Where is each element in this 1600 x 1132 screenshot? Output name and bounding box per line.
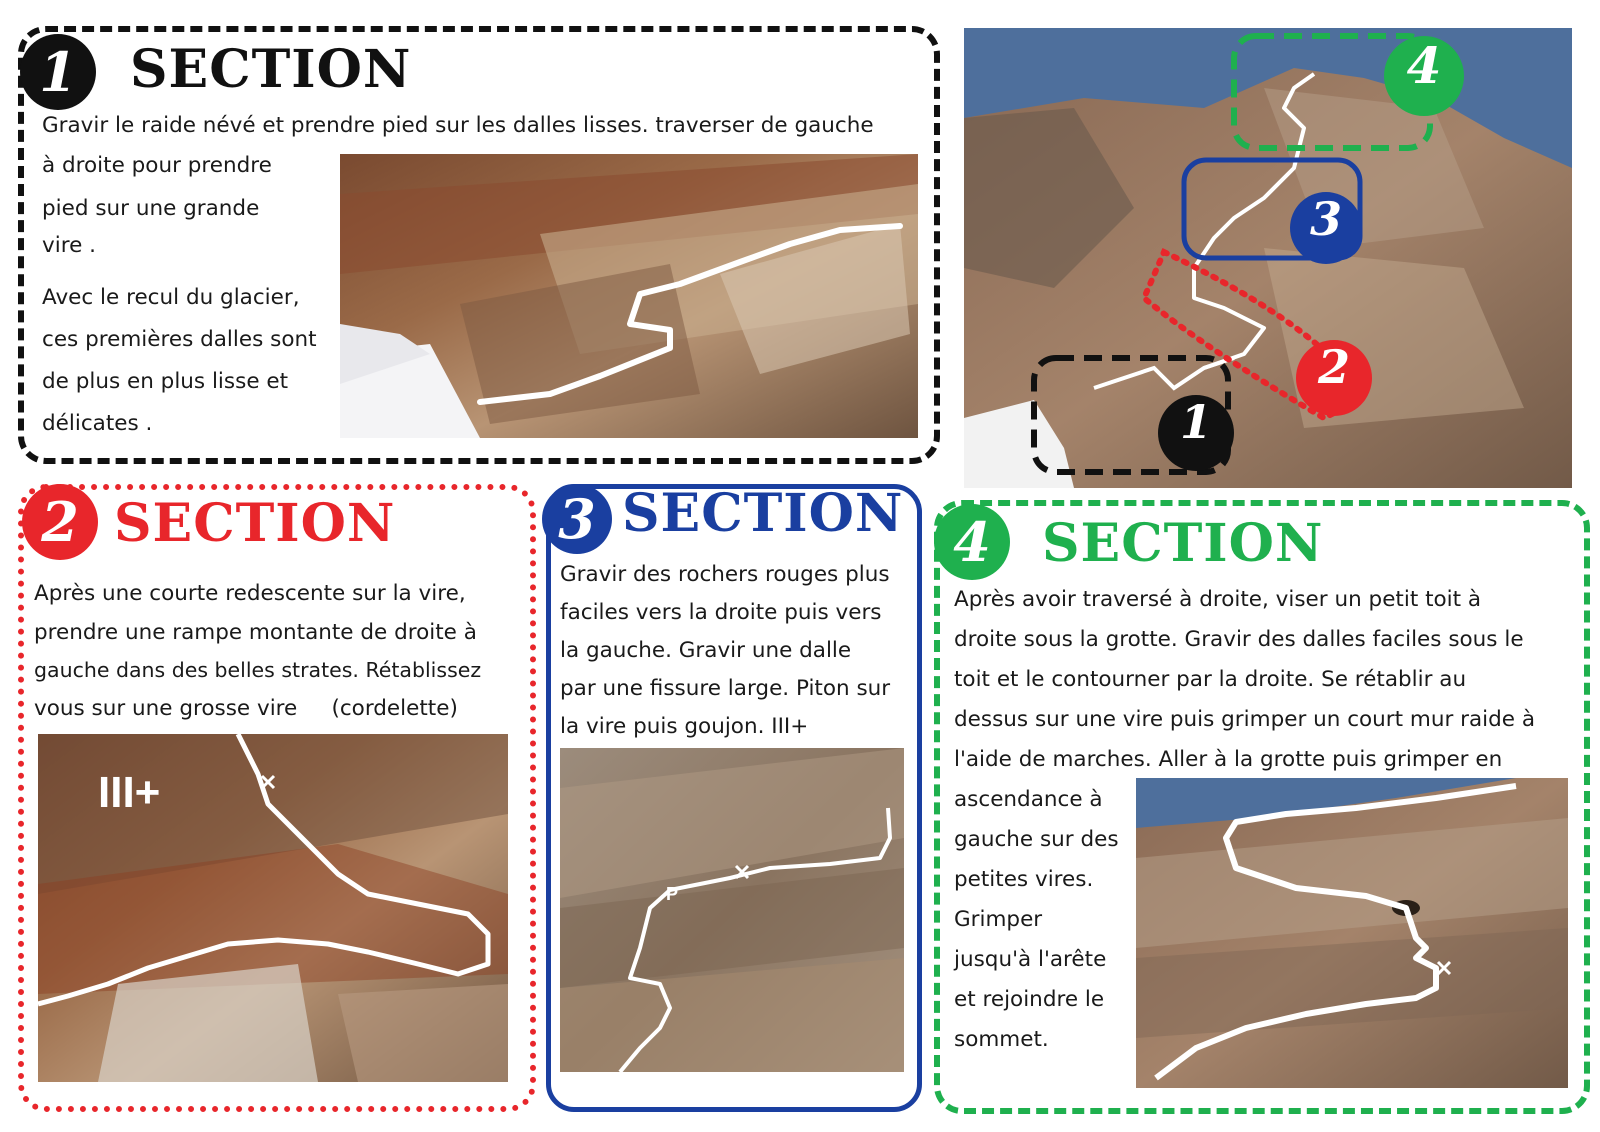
section-3-line-1: Gravir des rochers rouges plus bbox=[560, 562, 890, 587]
section-3-piton-label: P bbox=[666, 884, 679, 904]
section-4-line-12: sommet. bbox=[954, 1027, 1049, 1052]
section-3-route-photo bbox=[560, 748, 904, 1072]
section-3-line-4: par une fissure large. Piton sur bbox=[560, 676, 891, 701]
section-2-title: SECTION bbox=[114, 493, 396, 554]
section-2-grade-label: III+ bbox=[98, 768, 161, 817]
section-1-line-3: pied sur une grande bbox=[42, 196, 260, 221]
section-4-line-8: petites vires. bbox=[954, 867, 1094, 892]
section-1-line-2: à droite pour prendre bbox=[42, 153, 272, 178]
section-4-line-1: Après avoir traversé à droite, viser un petit toit à bbox=[954, 587, 1482, 612]
section-4-line-2: droite sous la grotte. Gravir des dalles faciles sous le bbox=[954, 627, 1524, 652]
section-2-line-4: vous sur une grosse vire (cordelette) bbox=[34, 696, 458, 721]
section-1-route-photo bbox=[340, 154, 918, 438]
section-1-number-badge: 1 bbox=[20, 34, 96, 110]
overview-marker-2: 2 bbox=[1317, 340, 1350, 394]
section-4-number-badge: 4 bbox=[934, 504, 1010, 580]
section-1-line-8: délicates . bbox=[42, 411, 153, 436]
section-4-line-3: toit et le contourner par la droite. Se rétablir au bbox=[954, 667, 1467, 692]
section-1-line-6: ces premières dalles sont bbox=[42, 327, 317, 352]
section-4-route-photo bbox=[1136, 778, 1568, 1088]
section-4-title: SECTION bbox=[1042, 513, 1324, 574]
section-3-line-5: la vire puis goujon. III+ bbox=[560, 714, 809, 739]
section-3-line-2: faciles vers la droite puis vers bbox=[560, 600, 882, 625]
section-4-line-7: gauche sur des bbox=[954, 827, 1119, 852]
section-4-line-9: Grimper bbox=[954, 907, 1043, 932]
section-1-line-1: Gravir le raide névé et prendre pied sur les dalles lisses. traverser de gauche bbox=[42, 113, 874, 138]
section-3-title: SECTION bbox=[622, 483, 904, 544]
section-4-line-11: et rejoindre le bbox=[954, 987, 1105, 1012]
overview-marker-3: 3 bbox=[1309, 192, 1342, 246]
section-4-line-5: l'aide de marches. Aller à la grotte puis grimper en bbox=[954, 747, 1503, 772]
overview-marker-1: 1 bbox=[1179, 395, 1212, 449]
section-3-line-3: la gauche. Gravir une dalle bbox=[560, 638, 852, 663]
overview-marker-4: 4 bbox=[1406, 36, 1442, 95]
section-1-line-4: vire . bbox=[42, 233, 96, 258]
section-4-line-4: dessus sur une vire puis grimper un court mur raide à bbox=[954, 707, 1536, 732]
section-1-line-5: Avec le recul du glacier, bbox=[42, 285, 300, 310]
section-2-line-1: Après une courte redescente sur la vire, bbox=[34, 581, 466, 606]
section-3-number-badge: 3 bbox=[542, 484, 612, 554]
section-2-number-badge: 2 bbox=[22, 484, 98, 560]
section-4-line-10: jusqu'à l'arête bbox=[954, 947, 1107, 972]
section-2-line-2: prendre une rampe montante de droite à bbox=[34, 620, 477, 645]
section-1-title: SECTION bbox=[130, 39, 412, 100]
overview-route-photo bbox=[964, 28, 1572, 488]
section-4-line-6: ascendance à bbox=[954, 787, 1103, 812]
section-1-line-7: de plus en plus lisse et bbox=[42, 369, 289, 394]
section-2-route-photo bbox=[38, 734, 508, 1082]
section-2-line-3: gauche dans des belles strates. Rétablissez bbox=[34, 658, 482, 682]
